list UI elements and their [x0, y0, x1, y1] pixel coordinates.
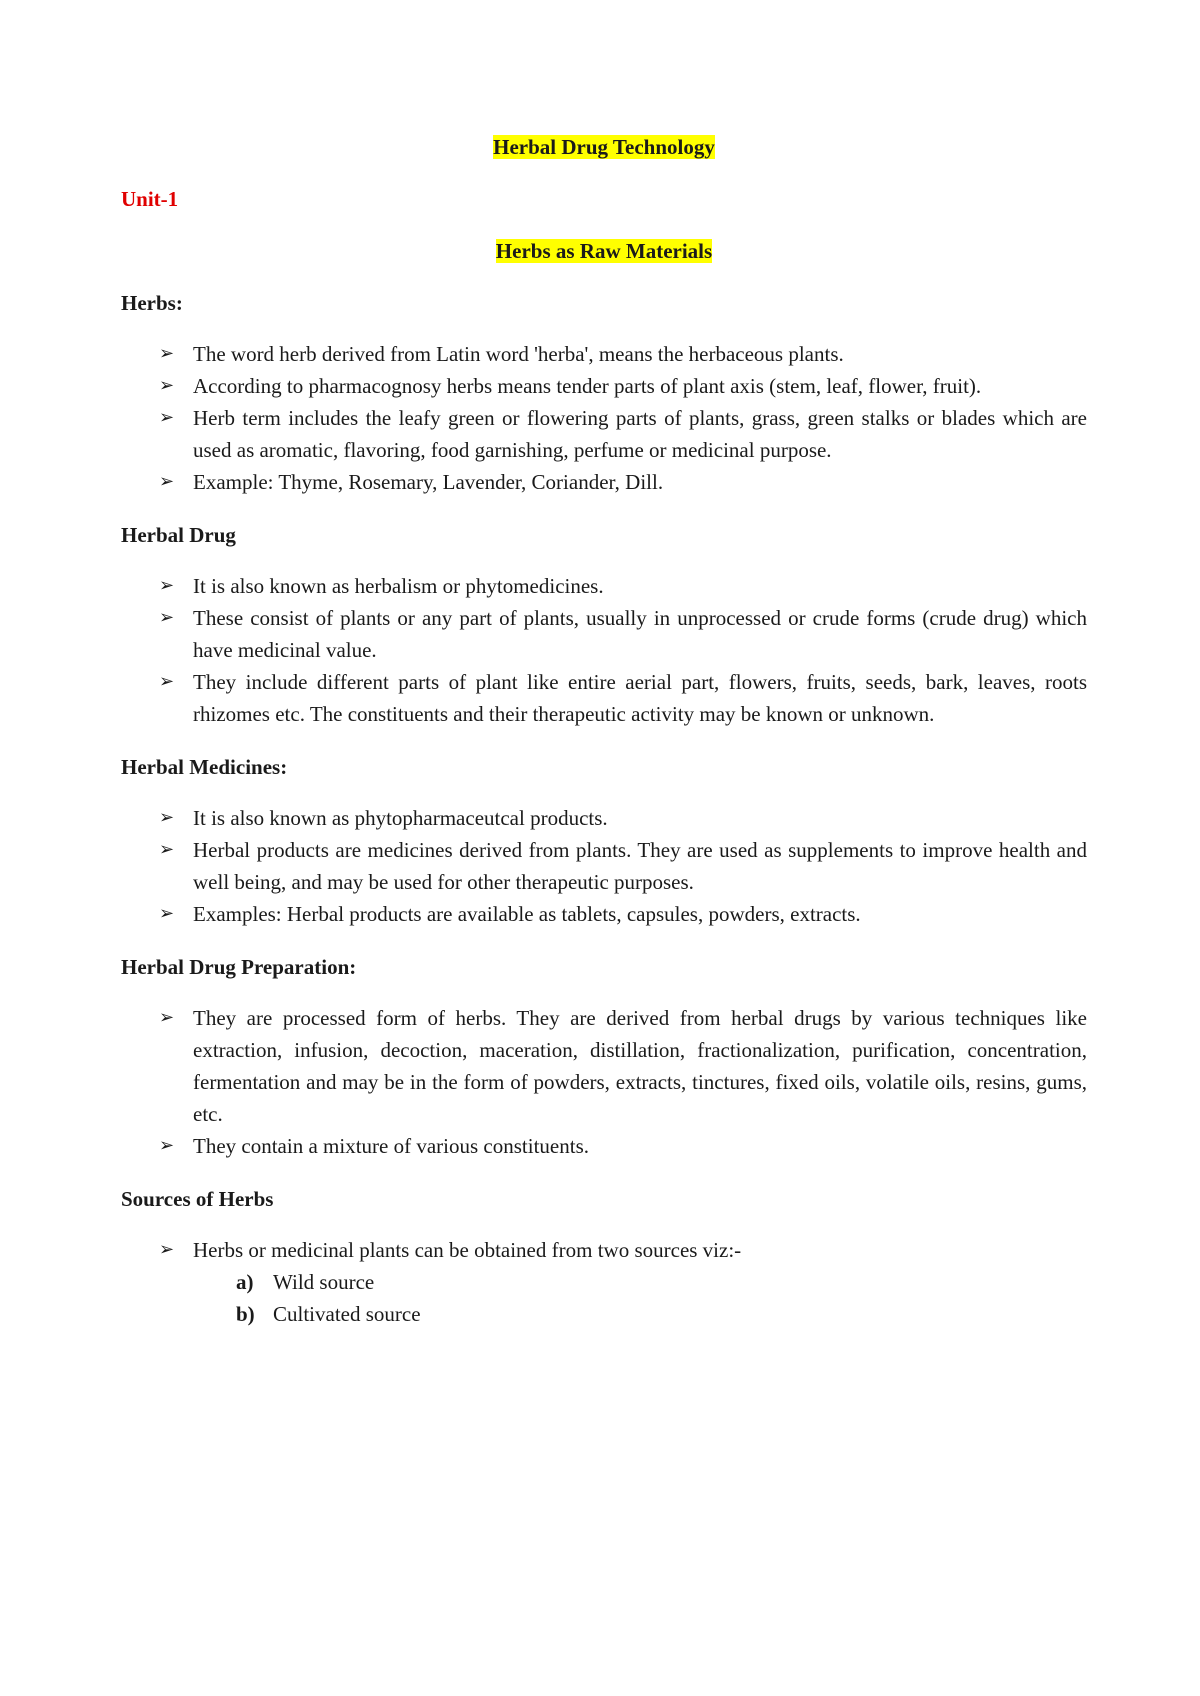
section-heading-herbal-drug-preparation: Herbal Drug Preparation:: [121, 955, 357, 979]
list-item: [121, 898, 1087, 930]
arrowhead-bullet-icon: ➢: [159, 839, 175, 860]
arrowhead-bullet-icon: ➢: [159, 407, 175, 428]
sub-list-marker: a): [236, 1270, 254, 1294]
arrowhead-bullet-icon: ➢: [159, 471, 175, 492]
list-item-text: The word herb derived from Latin word 'herba', means the herbaceous plants.: [193, 342, 844, 366]
arrowhead-bullet-icon: ➢: [159, 903, 175, 924]
arrowhead-bullet-icon: ➢: [159, 1239, 175, 1260]
sub-list-item: [121, 1298, 1087, 1330]
arrowhead-bullet-icon: ➢: [159, 807, 175, 828]
list-item-text: Examples: Herbal products are available as tablets, capsules, powders, extracts.: [193, 902, 861, 926]
list-item: [121, 1002, 1087, 1130]
arrowhead-bullet-icon: ➢: [159, 1135, 175, 1156]
chapter-title-text: Herbs as Raw Materials: [495, 239, 713, 263]
section-heading-herbal-drug: Herbal Drug: [121, 523, 236, 547]
sub-list-item: [121, 1266, 1087, 1298]
document-title-text: Herbal Drug Technology: [493, 135, 715, 159]
list-herbal-drug: [121, 570, 1087, 730]
unit-label: Unit-1: [121, 187, 179, 211]
section-heading-herbal-medicines: Herbal Medicines:: [121, 755, 288, 779]
arrowhead-bullet-icon: ➢: [159, 1007, 175, 1028]
list-item: [121, 802, 1087, 834]
list-herbs: [121, 338, 1087, 498]
list-item-text: According to pharmacognosy herbs means tender parts of plant axis (stem, leaf, flower, fruit).: [193, 374, 982, 398]
sub-list-item-text: Cultivated source: [273, 1302, 421, 1326]
document-content: [121, 120, 1087, 1330]
list-item-text: It is also known as phytopharmaceutcal products.: [193, 806, 608, 830]
list-item: [121, 602, 1087, 666]
list-herbal-medicines: [121, 802, 1087, 930]
sub-list-sources: [121, 1266, 1087, 1330]
section-heading-herbs: Herbs:: [121, 291, 183, 315]
list-sources-of-herbs: [121, 1234, 1087, 1266]
chapter-title: [121, 236, 1087, 266]
arrowhead-bullet-icon: ➢: [159, 575, 175, 596]
list-item-text: They are processed form of herbs. They are derived from herbal drugs by various techniques like extraction, infusion, decoction, maceration, distillation, fractionalization, purification, concentration, fermentation and may be in the form of powders, extracts, tinctures, fixed oils, volatile oils, resins, gums, etc.: [193, 1006, 1087, 1126]
list-item: [121, 666, 1087, 730]
list-item: [121, 338, 1087, 370]
arrowhead-bullet-icon: ➢: [159, 343, 175, 364]
list-item: [121, 1130, 1087, 1162]
arrowhead-bullet-icon: ➢: [159, 375, 175, 396]
list-item: [121, 402, 1087, 466]
list-item: [121, 1234, 1087, 1266]
list-item-text: Herb term includes the leafy green or flowering parts of plants, grass, green stalks or blades which are used as aromatic, flavoring, food garnishing, perfume or medicinal purpose.: [193, 406, 1087, 462]
list-item-text: Herbs or medicinal plants can be obtained from two sources viz:-: [193, 1238, 742, 1262]
sub-list-item-text: Wild source: [273, 1270, 375, 1294]
arrowhead-bullet-icon: ➢: [159, 607, 175, 628]
arrowhead-bullet-icon: ➢: [159, 671, 175, 692]
list-item-text: They contain a mixture of various constituents.: [193, 1134, 589, 1158]
list-item-text: It is also known as herbalism or phytomedicines.: [193, 574, 604, 598]
list-item: [121, 370, 1087, 402]
list-item: [121, 834, 1087, 898]
sub-list-marker: b): [236, 1302, 255, 1326]
list-item: [121, 570, 1087, 602]
section-heading-sources-of-herbs: Sources of Herbs: [121, 1187, 274, 1211]
list-item-text: Example: Thyme, Rosemary, Lavender, Coriander, Dill.: [193, 470, 664, 494]
list-item-text: Herbal products are medicines derived from plants. They are used as supplements to improve health and well being, and may be used for other therapeutic purposes.: [193, 838, 1087, 894]
list-herbal-drug-preparation: [121, 1002, 1087, 1162]
list-item: [121, 466, 1087, 498]
list-item-text: These consist of plants or any part of plants, usually in unprocessed or crude forms (crude drug) which have medicinal value.: [193, 606, 1087, 662]
document-title: [121, 132, 1087, 162]
list-item-text: They include different parts of plant like entire aerial part, flowers, fruits, seeds, bark, leaves, roots rhizomes etc. The constituents and their therapeutic activity may be known or unknown.: [193, 670, 1087, 726]
